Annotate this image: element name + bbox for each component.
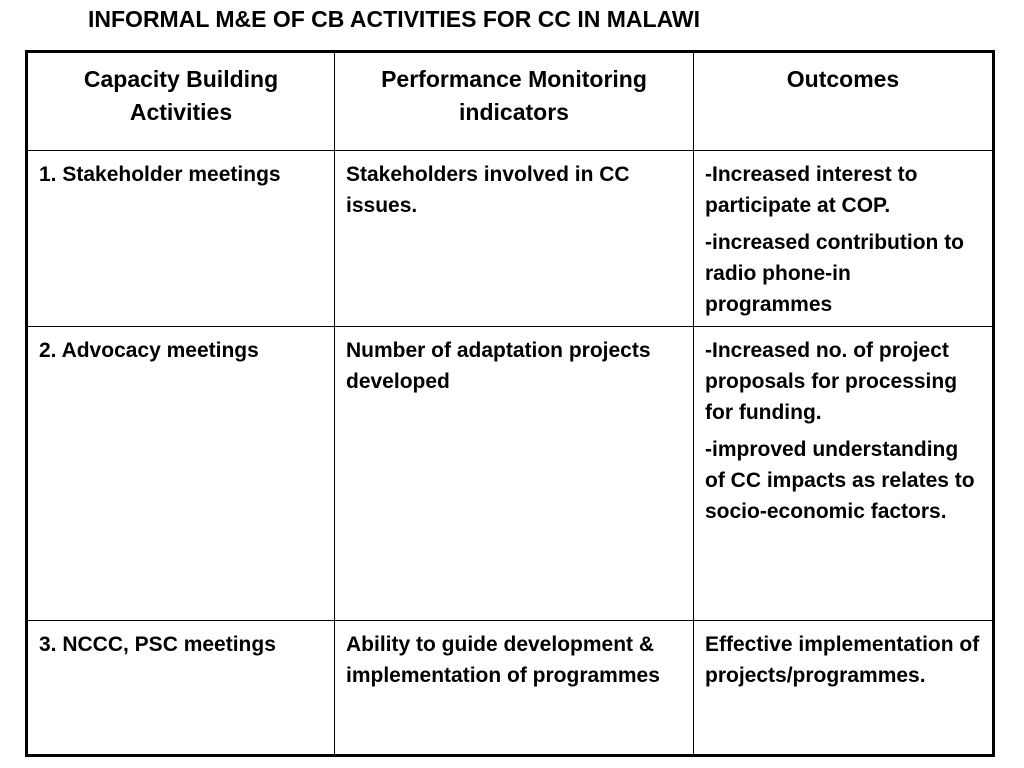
table-row [27, 151, 994, 327]
activity-cell: 3. NCCC, PSC meetings [27, 621, 335, 756]
table-row [27, 621, 994, 756]
indicator-cell: Number of adaptation projects developed [335, 327, 694, 621]
indicator-cell: Ability to guide development & implementation of programmes [335, 621, 694, 756]
outcomes-cell [694, 327, 994, 621]
outcome-item: -Increased no. of project proposals for processing for funding. [705, 339, 958, 424]
outcomes-cell [694, 151, 994, 327]
header-activities: Capacity Building Activities [27, 52, 335, 151]
me-table [25, 50, 995, 757]
table-row [27, 327, 994, 621]
indicator-cell: Stakeholders involved in CC issues. [335, 151, 694, 327]
page-title: INFORMAL M&E OF CB ACTIVITIES FOR CC IN MALAWI [88, 6, 701, 32]
outcome-item: -Increased interest to participate at COP. [705, 163, 918, 217]
header-outcomes: Outcomes [694, 52, 994, 151]
table-header-row [27, 52, 994, 151]
outcome-item: Effective implementation of projects/programmes. [705, 633, 980, 687]
header-indicators: Performance Monitoring indicators [335, 52, 694, 151]
outcomes-cell [694, 621, 994, 756]
outcome-item: -increased contribution to radio phone-in programmes [705, 231, 965, 316]
outcome-item: -improved understanding of CC impacts as relates to socio-economic factors. [705, 438, 975, 523]
activity-cell: 2. Advocacy meetings [27, 327, 335, 621]
activity-cell: 1. Stakeholder meetings [27, 151, 335, 327]
